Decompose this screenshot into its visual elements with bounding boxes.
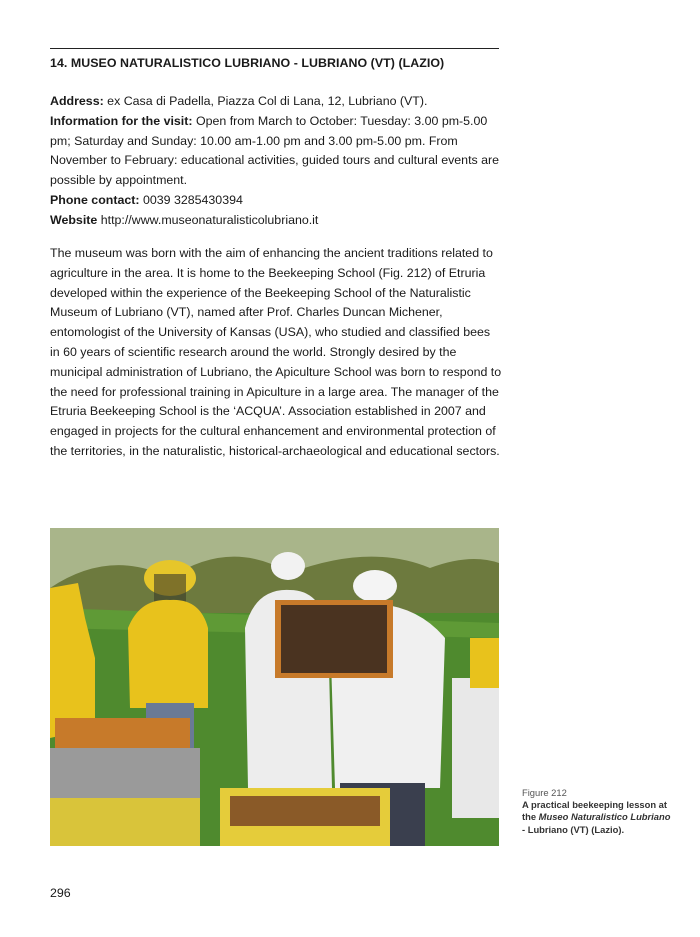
- phone-line: [50, 191, 502, 211]
- section-heading: 14. MUSEO NATURALISTICO LUBRIANO - LUBRIANO (VT) (LAZIO): [50, 56, 445, 70]
- caption-text-pre: A practical beekeeping lesson at the: [522, 799, 668, 823]
- address-label: Address:: [50, 94, 104, 108]
- caption-text: [522, 799, 672, 836]
- caption-museum-name: Museo Naturalistico Lubriano: [538, 811, 671, 823]
- visit-line: [50, 112, 502, 191]
- website-line: [50, 211, 502, 231]
- address-value: ex Casa di Padella, Piazza Col di Lana, 12, Lubriano (VT).: [107, 94, 428, 108]
- website-label: Website: [50, 212, 98, 227]
- phone-label: Phone contact:: [50, 192, 140, 207]
- page-number: 296: [50, 886, 71, 900]
- address-line: [50, 92, 502, 112]
- figure-caption: [522, 787, 672, 836]
- caption-text-post: - Lubriano (VT) (Lazio).: [522, 823, 625, 835]
- museum-description: The museum was born with the aim of enhancing the ancient traditions related to agriculture in the area. It is home to the Beekeeping School (Fig. 212) of Etruria developed within the experience of the Beekeeping School of the Naturalistic Museum of Lubriano (VT), named after Prof. Charles Duncan Michener, entomologist of the University of Kansas (USA), who studied and classified bees in 60 years of scientific research around the world. Strongly desired by the municipal administration of Lubriano, the Apiculture School was born to respond to the need for professional training in Apiculture in a large area. The manager of the Etruria Beekeeping School is the ‘ACQUA’. Association established in 2007 and engaged in projects for the cultural enhancement and environmental protection of the territories, in the naturalistic, historical-archaeological and educational sectors.: [50, 246, 502, 458]
- visit-label: Information for the visit:: [50, 113, 193, 128]
- visit-value: Open from March to October: Tuesday: 3.00 pm-5.00 pm; Saturday and Sunday: 10.00 am-1.00 pm and 3.00 pm-5.00 pm. From November to February: educational activities, guided tours and cultural events are possible by appointment.: [50, 113, 500, 188]
- beekeeping-lesson-photo: [50, 528, 499, 846]
- visit-info: [50, 92, 502, 231]
- figure-label: Figure 212: [522, 787, 567, 798]
- website-link[interactable]: http://www.museonaturalisticolubriano.it: [100, 212, 319, 227]
- top-rule: [50, 48, 499, 49]
- phone-value: 0039 3285430394: [142, 192, 243, 207]
